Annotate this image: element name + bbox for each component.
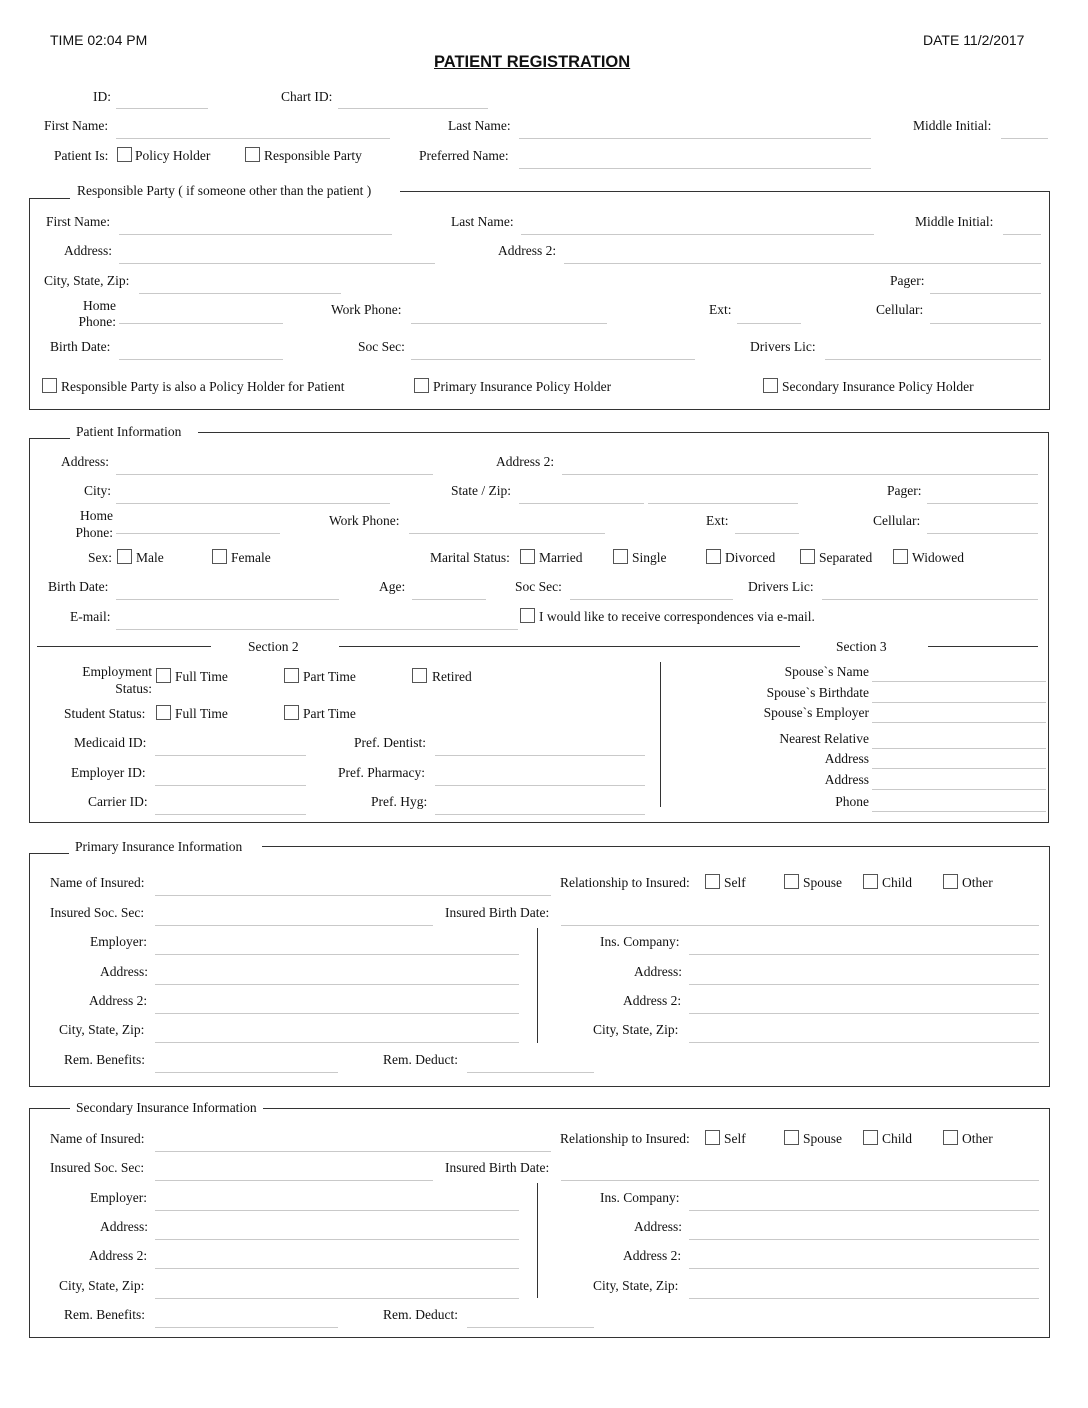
pri-employer-field[interactable] [155, 954, 519, 955]
pref-dentist-field[interactable] [435, 755, 645, 756]
marital-status-label: Marital Status: [430, 550, 510, 565]
pri-rem-deduct-label: Rem. Deduct: [383, 1052, 458, 1067]
preferred-name-label: Preferred Name: [419, 148, 509, 163]
time-stamp: TIME 02:04 PM [50, 32, 148, 48]
pt-birth-date-label: Birth Date: [48, 579, 109, 594]
primary-insurance-legend: Primary Insurance Information [69, 839, 248, 855]
rp-drivers-lic-label: Drivers Lic: [750, 339, 816, 354]
pri-ins-company-field[interactable] [689, 954, 1039, 955]
rp-home-label: Home [83, 298, 116, 313]
sec-self-checkbox[interactable] [705, 1130, 720, 1145]
spouse-employer-label: Spouse`s Employer [763, 705, 869, 720]
pri-employer-csz-label: City, State, Zip: [59, 1022, 145, 1037]
chart-id-field[interactable] [338, 108, 488, 109]
rp-work-phone-field[interactable] [411, 323, 607, 324]
emp-part-time-label: Part Time [303, 669, 356, 684]
pri-name-of-insured-label: Name of Insured: [50, 875, 145, 890]
pri-spouse-checkbox[interactable] [784, 874, 799, 889]
sec-company-address2-label: Address 2: [623, 1248, 682, 1263]
rp-first-name-field[interactable] [119, 234, 392, 235]
sec-rem-deduct-field[interactable] [467, 1327, 594, 1328]
sec-insured-soc-sec-label: Insured Soc. Sec: [50, 1160, 145, 1175]
pt-city-field[interactable] [116, 503, 390, 504]
pri-employer-address-field[interactable] [155, 984, 519, 985]
pref-hyg-label: Pref. Hyg: [371, 794, 428, 809]
rp-middle-initial-field[interactable] [1003, 234, 1041, 235]
rp-secondary-holder-label: Secondary Insurance Policy Holder [782, 379, 974, 394]
rp-primary-holder-label: Primary Insurance Policy Holder [433, 379, 612, 394]
student-full-time-label: Full Time [175, 706, 228, 721]
pt-work-phone-field[interactable] [409, 533, 605, 534]
rp-pager-field[interactable] [930, 293, 1041, 294]
relative-phone-label: Phone [835, 794, 869, 809]
section2-title: Section 2 [248, 639, 299, 654]
rp-policy-holder-label: Responsible Party is also a Policy Holder for Patient [61, 379, 345, 394]
responsible-party-checkbox[interactable] [245, 147, 260, 162]
section3-title: Section 3 [836, 639, 887, 654]
employment-label: Employment [82, 664, 152, 679]
pt-address2-field[interactable] [562, 474, 1038, 475]
sec-self-label: Self [724, 1131, 746, 1146]
sec-ins-company-field[interactable] [689, 1210, 1039, 1211]
pri-company-address2-label: Address 2: [623, 993, 682, 1008]
last-name-field[interactable] [519, 138, 871, 139]
sec-employer-address2-label: Address 2: [89, 1248, 148, 1263]
rp-soc-sec-field[interactable] [411, 359, 695, 360]
sec-insured-soc-sec-field[interactable] [155, 1180, 433, 1181]
separated-label: Separated [819, 550, 873, 565]
middle-initial-field[interactable] [1001, 138, 1048, 139]
widowed-label: Widowed [912, 550, 964, 565]
employment-status-label: Status: [115, 681, 152, 696]
pt-soc-sec-field[interactable] [570, 599, 733, 600]
pt-cellular-label: Cellular: [873, 513, 921, 528]
employer-id-field[interactable] [155, 785, 306, 786]
pri-rem-deduct-field[interactable] [467, 1072, 594, 1073]
sec-relationship-label: Relationship to Insured: [560, 1131, 690, 1146]
sec-spouse-label: Spouse [803, 1131, 843, 1146]
rp-phone-label: Phone: [78, 314, 116, 329]
widowed-checkbox[interactable] [893, 549, 908, 564]
rp-cellular-label: Cellular: [876, 302, 924, 317]
preferred-name-field[interactable] [519, 168, 871, 169]
pri-company-csz-label: City, State, Zip: [593, 1022, 679, 1037]
pri-insured-birth-date-field[interactable] [561, 925, 1039, 926]
sec-child-checkbox[interactable] [863, 1130, 878, 1145]
rp-city-state-zip-label: City, State, Zip: [44, 273, 130, 288]
pri-other-checkbox[interactable] [943, 874, 958, 889]
rp-middle-initial-label: Middle Initial: [915, 214, 994, 229]
sec-other-checkbox[interactable] [943, 1130, 958, 1145]
sec-other-label: Other [962, 1131, 993, 1146]
rp-last-name-label: Last Name: [451, 214, 514, 229]
pri-insured-soc-sec-field[interactable] [155, 925, 433, 926]
nearest-relative-field[interactable] [872, 748, 1046, 749]
sec-rem-benefits-label: Rem. Benefits: [64, 1307, 145, 1322]
student-full-time-checkbox[interactable] [156, 705, 171, 720]
relative-address-field[interactable] [872, 768, 1046, 769]
pri-other-label: Other [962, 875, 993, 890]
pref-pharmacy-label: Pref. Pharmacy: [338, 765, 425, 780]
sec-employer-label: Employer: [90, 1190, 147, 1205]
first-name-label: First Name: [44, 118, 109, 133]
rp-last-name-field[interactable] [521, 234, 874, 235]
pt-state-zip-label: State / Zip: [451, 483, 511, 498]
spouse-birthdate-field[interactable] [872, 702, 1046, 703]
male-checkbox[interactable] [117, 549, 132, 564]
pt-cellular-field[interactable] [927, 533, 1038, 534]
sec-name-of-insured-field[interactable] [155, 1151, 551, 1152]
rp-ext-label: Ext: [709, 302, 732, 317]
pt-soc-sec-label: Soc Sec: [515, 579, 562, 594]
pt-zip-field[interactable] [648, 503, 798, 504]
pref-dentist-label: Pref. Dentist: [354, 735, 426, 750]
id-label: ID: [93, 89, 111, 104]
pt-state-field[interactable] [519, 503, 644, 504]
patient-info-legend: Patient Information [70, 424, 187, 440]
pt-age-field[interactable] [412, 599, 486, 600]
pt-birth-date-field[interactable] [116, 599, 339, 600]
sec-employer-address-field[interactable] [155, 1239, 519, 1240]
pt-home-label: Home [80, 508, 113, 523]
pri-employer-address2-label: Address 2: [89, 993, 148, 1008]
pri-child-label: Child [882, 875, 913, 890]
rp-soc-sec-label: Soc Sec: [358, 339, 405, 354]
pri-spouse-label: Spouse [803, 875, 843, 890]
relative-address2-label: Address [824, 772, 869, 787]
emp-full-time-label: Full Time [175, 669, 228, 684]
sec-employer-address-label: Address: [100, 1219, 148, 1234]
secondary-insurance-legend: Secondary Insurance Information [70, 1100, 263, 1116]
spouse-employer-field[interactable] [872, 722, 1046, 723]
pri-child-checkbox[interactable] [863, 874, 878, 889]
policy-holder-checkbox[interactable] [117, 147, 132, 162]
pri-insured-soc-sec-label: Insured Soc. Sec: [50, 905, 145, 920]
date-stamp: DATE 11/2/2017 [923, 32, 1025, 48]
id-field[interactable] [116, 108, 208, 109]
emp-full-time-checkbox[interactable] [156, 668, 171, 683]
sec-company-address2-field[interactable] [689, 1268, 1039, 1269]
pri-employer-address-label: Address: [100, 964, 148, 979]
sec-rem-benefits-field[interactable] [155, 1327, 338, 1328]
emp-retired-label: Retired [432, 669, 472, 684]
rp-cellular-field[interactable] [930, 323, 1041, 324]
pri-rem-benefits-field[interactable] [155, 1072, 338, 1073]
carrier-id-label: Carrier ID: [88, 794, 148, 809]
spouse-birthdate-label: Spouse`s Birthdate [766, 685, 869, 700]
pri-company-address2-field[interactable] [689, 1013, 1039, 1014]
relative-phone-field[interactable] [872, 811, 1046, 812]
sec-company-address-field[interactable] [689, 1239, 1039, 1240]
sec-company-address-label: Address: [634, 1219, 682, 1234]
spouse-name-field[interactable] [872, 681, 1046, 682]
sec-spouse-checkbox[interactable] [784, 1130, 799, 1145]
employer-id-label: Employer ID: [71, 765, 146, 780]
rp-home-phone-field[interactable] [119, 323, 283, 324]
pref-pharmacy-field[interactable] [435, 785, 645, 786]
rp-address2-field[interactable] [564, 263, 1041, 264]
pri-relationship-label: Relationship to Insured: [560, 875, 690, 890]
pri-company-address-label: Address: [634, 964, 682, 979]
chart-id-label: Chart ID: [281, 89, 333, 104]
relative-address2-field[interactable] [872, 789, 1046, 790]
sec-rem-deduct-label: Rem. Deduct: [383, 1307, 458, 1322]
rp-birth-date-field[interactable] [119, 359, 283, 360]
sec-insured-birth-date-label: Insured Birth Date: [445, 1160, 550, 1175]
sec-ins-company-label: Ins. Company: [600, 1190, 680, 1205]
rp-address-label: Address: [64, 243, 112, 258]
carrier-id-field[interactable] [155, 814, 306, 815]
rp-primary-holder-checkbox[interactable] [414, 378, 429, 393]
pt-ext-label: Ext: [706, 513, 729, 528]
divorced-label: Divorced [725, 550, 776, 565]
rp-address2-label: Address 2: [498, 243, 557, 258]
pt-drivers-lic-field[interactable] [822, 599, 1038, 600]
first-name-field[interactable] [116, 138, 390, 139]
pri-ins-company-label: Ins. Company: [600, 934, 680, 949]
sec-employer-field[interactable] [155, 1210, 519, 1211]
pt-email-label: E-mail: [70, 609, 111, 624]
pri-employer-address2-field[interactable] [155, 1013, 519, 1014]
emp-part-time-checkbox[interactable] [284, 668, 299, 683]
rp-address-field[interactable] [119, 263, 435, 264]
pt-phone-label: Phone: [75, 525, 113, 540]
pri-name-of-insured-field[interactable] [155, 895, 551, 896]
last-name-label: Last Name: [448, 118, 511, 133]
rp-first-name-label: First Name: [46, 214, 111, 229]
emp-retired-checkbox[interactable] [412, 668, 427, 683]
rp-birth-date-label: Birth Date: [50, 339, 111, 354]
medicaid-id-field[interactable] [155, 755, 306, 756]
sec-child-label: Child [882, 1131, 913, 1146]
page-title: PATIENT REGISTRATION [434, 53, 631, 71]
sec-insured-birth-date-field[interactable] [561, 1180, 1039, 1181]
sec-employer-csz-label: City, State, Zip: [59, 1278, 145, 1293]
pt-address-field[interactable] [116, 474, 433, 475]
pt-ext-field[interactable] [735, 533, 799, 534]
pri-self-checkbox[interactable] [705, 874, 720, 889]
pri-company-csz-field[interactable] [689, 1042, 1039, 1043]
rp-city-state-zip-field[interactable] [139, 293, 341, 294]
pref-hyg-field[interactable] [435, 814, 645, 815]
student-part-time-checkbox[interactable] [284, 705, 299, 720]
pt-work-phone-label: Work Phone: [329, 513, 400, 528]
student-part-time-label: Part Time [303, 706, 356, 721]
responsible-party-label: Responsible Party [264, 148, 362, 163]
pt-home-phone-field[interactable] [116, 533, 280, 534]
married-checkbox[interactable] [520, 549, 535, 564]
nearest-relative-label: Nearest Relative [779, 731, 869, 746]
rp-work-phone-label: Work Phone: [331, 302, 402, 317]
separated-checkbox[interactable] [800, 549, 815, 564]
sec-employer-csz-field[interactable] [155, 1298, 519, 1299]
rp-policy-holder-checkbox[interactable] [42, 378, 57, 393]
pt-drivers-lic-label: Drivers Lic: [748, 579, 814, 594]
pri-employer-csz-field[interactable] [155, 1042, 519, 1043]
pt-city-label: City: [84, 483, 112, 498]
pri-employer-label: Employer: [90, 934, 147, 949]
pri-self-label: Self [724, 875, 746, 890]
email-correspondence-label: I would like to receive correspondences via e-mail. [539, 609, 815, 624]
pri-insured-birth-date-label: Insured Birth Date: [445, 905, 550, 920]
pt-age-label: Age: [379, 579, 406, 594]
pt-email-field[interactable] [116, 629, 518, 630]
rp-ext-field[interactable] [737, 323, 801, 324]
email-correspondence-checkbox[interactable] [520, 608, 535, 623]
rp-drivers-lic-field[interactable] [825, 359, 1041, 360]
single-checkbox[interactable] [613, 549, 628, 564]
pri-company-address-field[interactable] [689, 984, 1039, 985]
pt-pager-field[interactable] [927, 503, 1038, 504]
policy-holder-label: Policy Holder [135, 148, 211, 163]
rp-pager-label: Pager: [890, 273, 925, 288]
middle-initial-label: Middle Initial: [913, 118, 992, 133]
sec-company-csz-label: City, State, Zip: [593, 1278, 679, 1293]
medicaid-id-label: Medicaid ID: [74, 735, 147, 750]
sec-company-csz-field[interactable] [689, 1298, 1039, 1299]
pt-pager-label: Pager: [887, 483, 922, 498]
pt-address-label: Address: [61, 454, 109, 469]
spouse-name-label: Spouse`s Name [784, 664, 869, 679]
pt-sex-label: Sex: [88, 550, 113, 565]
female-checkbox[interactable] [212, 549, 227, 564]
patient-is-label: Patient Is: [54, 148, 109, 163]
sec-name-of-insured-label: Name of Insured: [50, 1131, 145, 1146]
rp-secondary-holder-checkbox[interactable] [763, 378, 778, 393]
relative-address-label: Address [824, 751, 869, 766]
female-label: Female [231, 550, 271, 565]
sec-employer-address2-field[interactable] [155, 1268, 519, 1269]
divorced-checkbox[interactable] [706, 549, 721, 564]
pri-rem-benefits-label: Rem. Benefits: [64, 1052, 145, 1067]
married-label: Married [539, 550, 583, 565]
pt-address2-label: Address 2: [496, 454, 555, 469]
student-status-label: Student Status: [64, 706, 146, 721]
male-label: Male [136, 550, 164, 565]
responsible-party-legend: Responsible Party ( if someone other than the patient ) [71, 183, 377, 199]
single-label: Single [632, 550, 667, 565]
